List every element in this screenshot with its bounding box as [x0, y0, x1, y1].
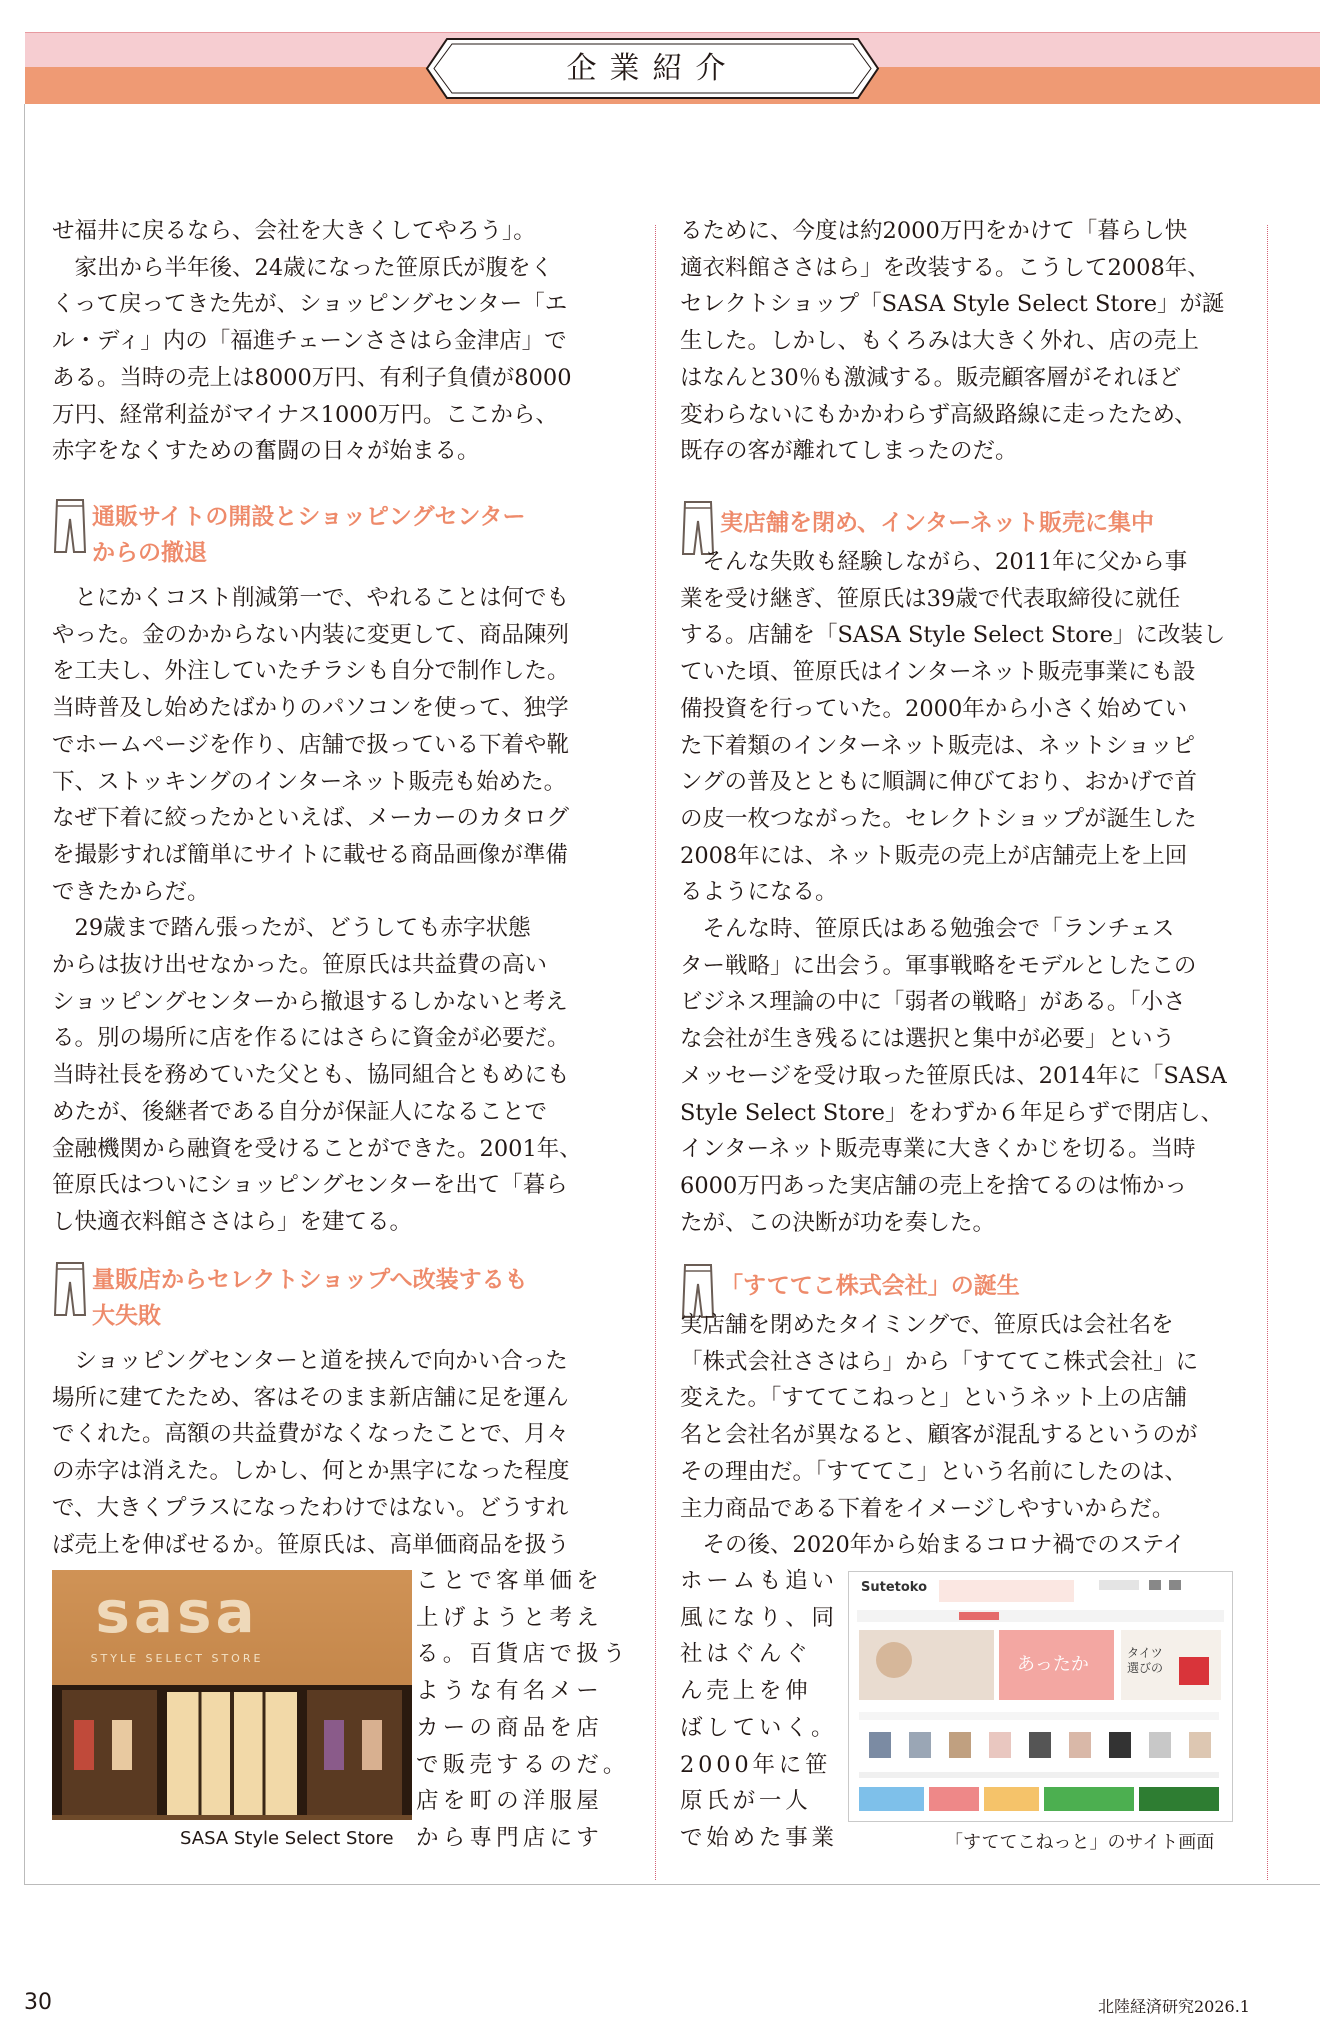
store-photo — [52, 1570, 412, 1820]
text-line: を撮影すれば簡単にサイトに載せる商品画像が準備 — [52, 841, 568, 868]
text-line: やった。金のかからない内装に変更して、商品陳列 — [52, 621, 570, 648]
site-screenshot — [848, 1571, 1233, 1822]
left-paragraphs-b — [52, 580, 582, 1241]
site-side-banner: タイツ 選びの — [1127, 1646, 1164, 1675]
text-line: インターネット販売専業に大きくかじを切る。当時 — [680, 1136, 1196, 1163]
left-paragraphs-c — [52, 1343, 570, 1563]
text-line: 既存の客が離れてしまったのだ。 — [680, 438, 1018, 465]
text-line: るようになる。 — [680, 879, 838, 906]
wrap-line: ばしていく。 — [680, 1714, 838, 1741]
wrap-line: から専門店にす — [416, 1824, 603, 1851]
text-line: 場所に建てたため、客はそのまま新店舗に足を運ん — [52, 1384, 569, 1411]
wrap-line: ホームも追い — [680, 1568, 838, 1594]
text-line: なぜ下着に絞ったかといえば、メーカーのカタログ — [52, 805, 570, 832]
text-line: 適衣料館ささはら」を改装する。こうして2008年、 — [680, 254, 1210, 281]
text-line: 6000万円あった実店舗の売上を捨てるのは怖かっ — [680, 1172, 1188, 1199]
site-logo: Sutetoko — [861, 1580, 928, 1595]
section-heading-3-line1: 実店舗を閉め、インターネット販売に集中 — [720, 510, 1155, 536]
text-line: する。店舗を「SASA Style Select Store」に改装し — [680, 622, 1226, 649]
wrap-line: で始めた事業 — [680, 1824, 838, 1851]
text-line: せ福井に戻るなら、会社を大きくしてやろう」。 — [52, 218, 536, 244]
site-banner-text: あったか — [1017, 1654, 1089, 1675]
text-line: 万円、経常利益がマイナス1000万円。ここから、 — [52, 401, 558, 428]
text-line: る。別の場所に店を作るにはさらに資金が必要だ。 — [52, 1025, 570, 1052]
text-line: 変えた。「すててこねっと」というネット上の店舗 — [680, 1385, 1187, 1412]
wrap-line: 2000年に笹 — [680, 1751, 832, 1778]
text-line: な会社が生き残るには選択と集中が必要」という — [680, 1026, 1176, 1053]
text-line: ショッピングセンターと道を挟んで向かい合った — [74, 1348, 568, 1374]
frame-bottom-rule — [24, 1884, 1320, 1885]
wrap-line: カーの商品を店 — [416, 1714, 603, 1741]
right-margin-rule — [1267, 225, 1268, 1880]
text-line: を工夫し、外注していたチラシも自分で制作した。 — [52, 658, 570, 685]
text-line: 下、ストッキングのインターネット販売も始めた。 — [52, 768, 567, 795]
text-line: 変わらないにもかかわらず高級路線に走ったため、 — [680, 401, 1197, 428]
wrap-line: で販売するのだ。 — [416, 1751, 630, 1778]
text-line: その理由だ。「すててこ」という名前にしたのは、 — [680, 1458, 1187, 1485]
text-line: ル・ディ」内の「福進チェーンささはら金津店」で — [52, 328, 567, 355]
text-line: Style Select Store」をわずか６年足らずで閉店し、 — [680, 1099, 1224, 1126]
screenshot-caption: 「すててこねっと」のサイト画面 — [945, 1832, 1215, 1853]
text-line: 主力商品である下着をイメージしやすいからだ。 — [680, 1495, 1175, 1522]
photo-caption: SASA Style Select Store — [180, 1828, 394, 1849]
column-divider — [655, 225, 656, 1880]
text-line: 金融機関から融資を受けることができた。2001年、 — [52, 1135, 582, 1162]
text-line: 赤字をなくすための奮闘の日々が始まる。 — [52, 438, 480, 465]
text-line: 業を受け継ぎ、笹原氏は39歳で代表取締役に就任 — [680, 585, 1181, 612]
text-line: でホームページを作り、店舗で扱っている下着や靴 — [52, 731, 570, 758]
text-line: ていた頃、笹原氏はインターネット販売事業にも設 — [680, 659, 1196, 686]
section-heading-1-line2: からの撤退 — [92, 540, 207, 566]
text-line: 生した。しかし、もくろみは大きく外れ、店の売上 — [680, 328, 1199, 355]
right-paragraphs-b — [680, 544, 1227, 1241]
text-line: ある。当時の売上は8000万円、有利子負債が8000 — [52, 364, 572, 391]
text-line: の赤字は消えた。しかし、何とか黒字になった程度 — [52, 1458, 570, 1485]
garment-icon — [52, 497, 88, 555]
text-line: ングの普及とともに順調に伸びており、おかげで首 — [680, 769, 1198, 796]
text-line: とにかくコスト削減第一で、やれることは何でも — [74, 585, 570, 611]
text-line: できたからだ。 — [52, 878, 210, 905]
text-line: その後、2020年から始まるコロナ禍でのステイ — [702, 1532, 1186, 1559]
header-top-rule — [25, 32, 1320, 33]
text-line: そんな失敗も経験しながら、2011年に父から事 — [702, 549, 1188, 575]
wrap-line: ん売上を伸 — [680, 1678, 812, 1705]
wrap-line: ような有名メー — [416, 1678, 603, 1705]
text-line: ター戦略」に出会う。軍事戦略をモデルとしたこの — [680, 952, 1197, 979]
text-line: たが、この決断が功を奏した。 — [680, 1209, 996, 1236]
text-line: メッセージを受け取った笹原氏は、2014年に「SASA — [680, 1062, 1227, 1089]
right-paragraphs-a — [680, 213, 1225, 470]
section-heading-2-line2: 大失敗 — [92, 1303, 161, 1329]
wrap-line: ことで客単価を — [416, 1568, 603, 1594]
text-line: 実店舗を閉めたタイミングで、笹原氏は会社名を — [680, 1312, 1174, 1338]
text-line: くって戻ってきた先が、ショッピングセンター「エ — [52, 291, 568, 318]
page-number: 30 — [24, 1990, 52, 2015]
text-line: 名と会社名が異なると、顧客が混乱するというのが — [680, 1422, 1198, 1449]
right-paragraphs-c — [680, 1307, 1198, 1564]
text-line: 当時社長を務めていた父とも、協同組合ともめにも — [52, 1062, 570, 1089]
section-heading-4-line1: 「すててこ株式会社」の誕生 — [720, 1273, 1020, 1299]
text-line: し快適衣料館ささはら」を建てる。 — [52, 1208, 413, 1235]
text-line: めたが、後継者である自分が保証人になることで — [52, 1098, 548, 1125]
store-sign: sasa — [95, 1578, 259, 1646]
text-line: ショッピングセンターから撤退するしかないと考え — [52, 988, 568, 1015]
store-sign-sub: STYLE SELECT STORE — [90, 1652, 264, 1665]
right-wrap-text — [680, 1563, 838, 1857]
section-heading-2-line1: 量販店からセレクトショップへ改装するも — [92, 1267, 528, 1293]
text-line: でくれた。高額の共益費がなくなったことで、月々 — [52, 1421, 570, 1448]
wrap-line: 風になり、同 — [680, 1604, 838, 1631]
wrap-line: 原氏が一人 — [680, 1788, 812, 1815]
text-line: た下着類のインターネット販売は、ネットショッピ — [680, 732, 1196, 759]
left-paragraphs-a — [52, 213, 572, 470]
journal-name: 北陸経済研究2026.1 — [1098, 1997, 1250, 2016]
wrap-line: 社はぐんぐ — [680, 1641, 812, 1668]
page-title: 企業紹介 — [566, 51, 739, 86]
text-line: そんな時、笹原氏はある勉強会で「ランチェス — [702, 916, 1175, 943]
text-line: るために、今度は約2000万円をかけて「暮らし快 — [680, 218, 1188, 244]
text-line: 2008年には、ネット販売の売上が店舗売上を上回 — [680, 842, 1188, 869]
wrap-line: 店を町の洋服屋 — [416, 1788, 603, 1815]
section-heading-1-line1: 通販サイトの開設とショッピングセンター — [92, 504, 526, 530]
wrap-line: 上げようと考え — [416, 1604, 603, 1631]
text-line: ば売上を伸ばせるか。笹原氏は、高単価商品を扱う — [52, 1531, 570, 1558]
text-line: の皮一枚つながった。セレクトショップが誕生した — [680, 805, 1197, 832]
text-line: 家出から半年後、24歳になった笹原氏が腹をく — [74, 254, 554, 281]
frame-left-rule — [24, 104, 25, 1884]
left-wrap-text — [416, 1563, 630, 1857]
text-line: セレクトショップ「SASA Style Select Store」が誕 — [680, 291, 1225, 318]
text-line: ビジネス理論の中に「弱者の戦略」がある。「小さ — [680, 989, 1186, 1016]
garment-icon — [52, 1260, 88, 1318]
text-line: からは抜け出せなかった。笹原氏は共益費の高い — [52, 952, 548, 979]
text-line: 29歳まで踏ん張ったが、どうしても赤字状態 — [74, 915, 531, 942]
text-line: 当時普及し始めたばかりのパソコンを使って、独学 — [52, 695, 569, 722]
text-line: で、大きくプラスになったわけではない。どうすれ — [52, 1494, 569, 1521]
text-line: 備投資を行っていた。2000年から小さく始めてい — [680, 695, 1188, 722]
text-line: 「株式会社ささはら」から「すててこ株式会社」に — [680, 1348, 1199, 1375]
text-line: 笹原氏はついにショッピングセンターを出て「暮ら — [52, 1172, 568, 1199]
text-line: はなんと30％も激減する。販売顧客層がそれほど — [680, 364, 1182, 391]
wrap-line: る。百貨店で扱う — [416, 1641, 630, 1668]
